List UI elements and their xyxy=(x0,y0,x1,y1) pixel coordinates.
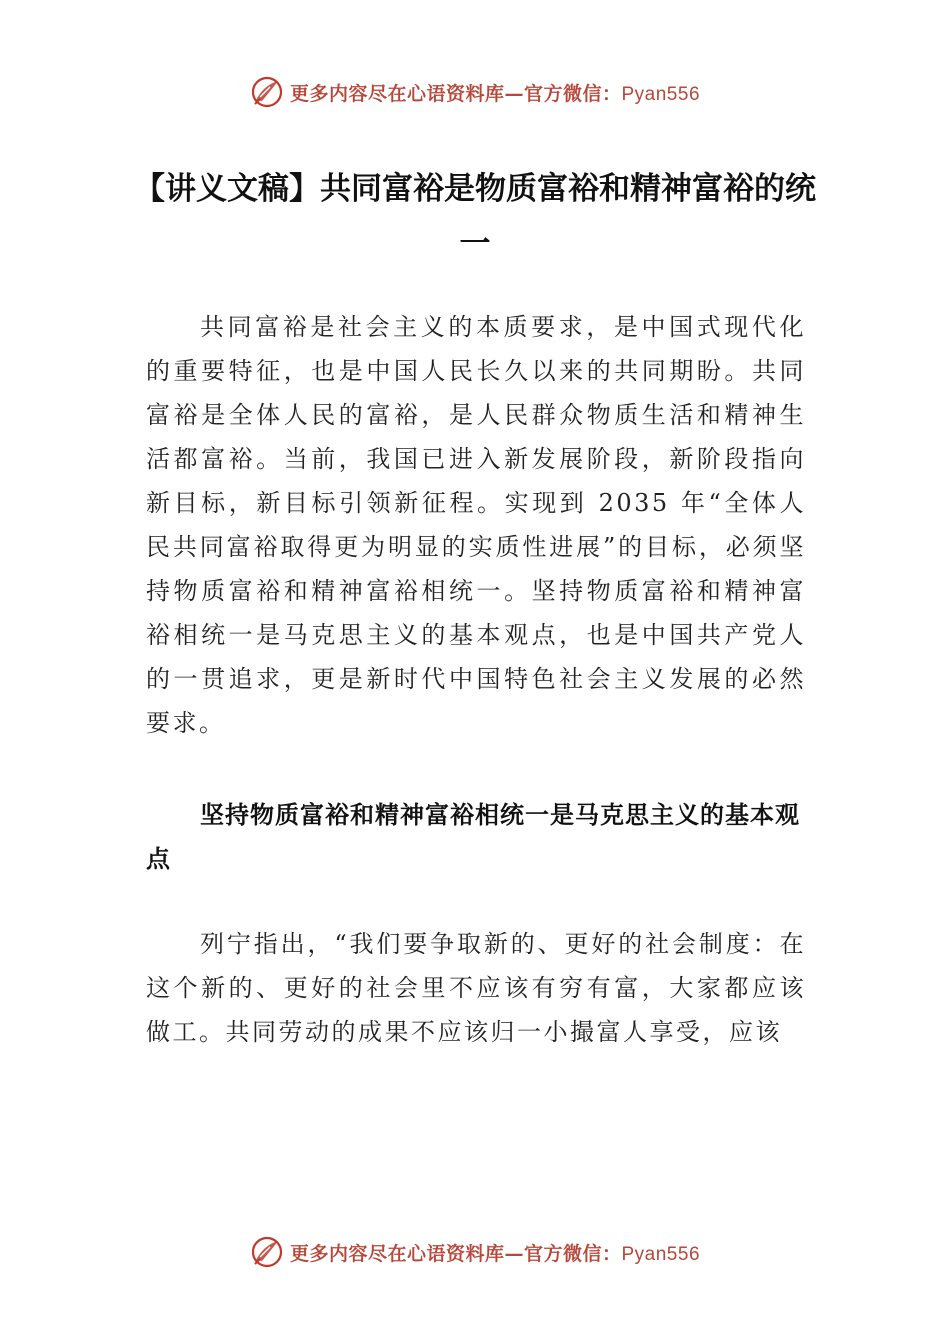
pen-nib-logo-icon xyxy=(250,75,284,109)
header-watermark-text: 更多内容尽在心语资料库—官方微信：Pyan556 xyxy=(289,82,701,105)
footer-watermark-banner xyxy=(0,1232,950,1272)
footer-wechat-id: Pyan556 xyxy=(621,1243,701,1265)
header-watermark-banner xyxy=(0,72,950,112)
header-wechat-id: Pyan556 xyxy=(621,83,701,105)
paragraph-intro: 共同富裕是社会主义的本质要求，是中国式现代化的重要特征，也是中国人民长久以来的共同期盼。共同富裕是全体人民的富裕，是人民群众物质生活和精神生活都富裕。当前，我国已进入新发展阶段，新阶段指向新目标，新目标引领新征程。实现到 2035 年“全体人民共同富裕取得更为明显的实质性进展”的目标，必须坚持物质富裕和精神富裕相统一。坚持物质富裕和精神富裕相统一是马克思主义的基本观点，也是中国共产党人的一贯追求，更是新时代中国特色社会主义发展的必然要求。 xyxy=(146,313,806,737)
pen-nib-logo-icon xyxy=(250,1235,284,1269)
document-title: 【讲义文稿】共同富裕是物质富裕和精神富裕的统一 xyxy=(134,171,816,262)
paragraph-lenin-quote: 列宁指出，“我们要争取新的、更好的社会制度：在这个新的、更好的社会里不应该有穷有富，大家都应该做工。共同劳动的成果不应该归一小撮富人享受，应该 xyxy=(146,930,806,1046)
section-subheading: 坚持物质富裕和精神富裕相统一是马克思主义的基本观点 xyxy=(146,801,800,873)
footer-watermark-text: 更多内容尽在心语资料库—官方微信：Pyan556 xyxy=(289,1242,701,1265)
